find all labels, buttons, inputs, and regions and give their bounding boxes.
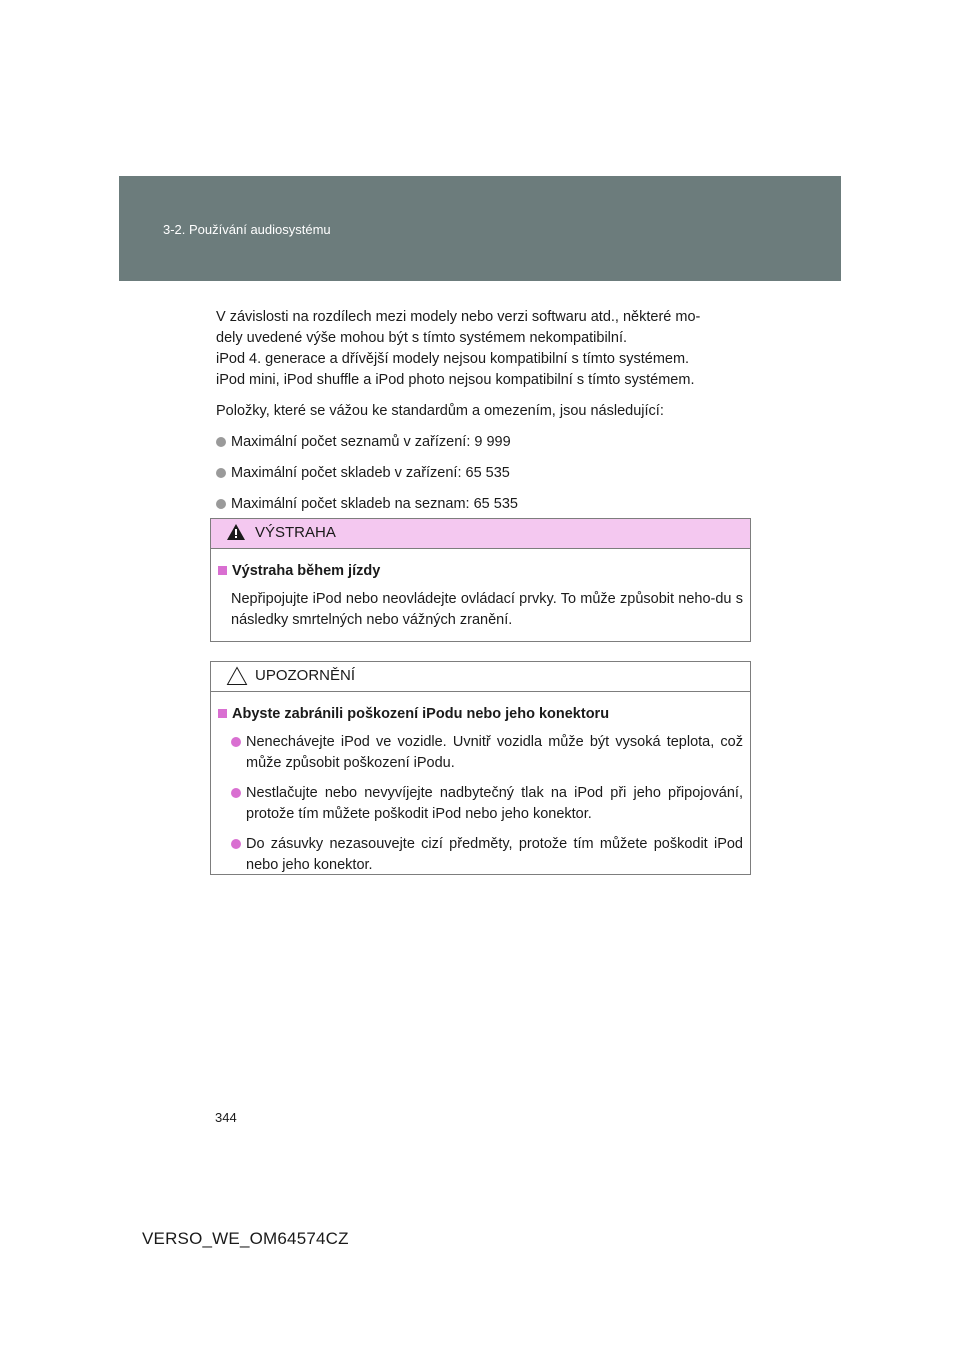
bullet-icon [231, 737, 241, 747]
document-code: VERSO_WE_OM64574CZ [142, 1229, 349, 1248]
section-header [119, 176, 841, 281]
caution-heading: Abyste zabránili poškození iPodu nebo jeho konektoru [232, 706, 610, 722]
list-item [218, 834, 743, 876]
intro-line: dely uvedené výše mohou být s tímto systémem nekompatibilní. [216, 330, 628, 346]
bullet-icon [231, 839, 241, 849]
list-item [218, 732, 743, 774]
list-item [216, 432, 746, 453]
intro-paragraph: Položky, které se vážou ke standardům a omezením, jsou následující: [216, 403, 664, 419]
warning-box [210, 518, 751, 642]
caution-triangle-icon [226, 666, 248, 686]
caution-title: UPOZORNĚNÍ [255, 667, 356, 684]
bullet-icon [216, 499, 226, 509]
section-title: 3-2. Používání audiosystému [163, 222, 331, 237]
intro-line: V závislosti na rozdílech mezi modely nebo verzi softwaru atd., některé mo- [216, 309, 701, 325]
list-item-text: Nenechávejte iPod ve vozidle. Uvnitř vozidla může být vysoká teplota, což může způsobit poškození iPodu. [246, 734, 743, 771]
warning-header [211, 519, 750, 549]
list-item [216, 463, 746, 484]
bullet-icon [231, 788, 241, 798]
list-item-text: Do zásuvky nezasouvejte cizí předměty, protože tím můžete poškodit iPod nebo jeho konektor. [246, 836, 743, 873]
list-item-text: Maximální počet skladeb v zařízení: 65 535 [231, 465, 510, 481]
square-bullet-icon [218, 566, 227, 575]
list-item-text: Maximální počet seznamů v zařízení: 9 999 [231, 434, 511, 450]
caution-box [210, 661, 751, 875]
bullet-icon [216, 437, 226, 447]
warning-text: Nepřipojujte iPod nebo neovládejte ovládací prvky. To může způsobit neho-du s následky smrtelných nebo vážných zranění. [231, 591, 743, 628]
list-item-text: Nestlačujte nebo nevyvíjejte nadbytečný tlak na iPod při jeho připojování, protože tím můžete poškodit iPod nebo jeho konektor. [246, 785, 743, 822]
intro-line: iPod mini, iPod shuffle a iPod photo nejsou kompatibilní s tímto systémem. [216, 372, 695, 388]
list-item [218, 783, 743, 825]
warning-heading: Výstraha během jízdy [232, 563, 381, 579]
list-item [216, 494, 746, 515]
caution-header [211, 662, 750, 692]
square-bullet-icon [218, 709, 227, 718]
warning-title: VÝSTRAHA [255, 524, 336, 541]
intro-content [216, 307, 746, 525]
page-number: 344 [215, 1110, 237, 1125]
bullet-icon [216, 468, 226, 478]
list-item-text: Maximální počet skladeb na seznam: 65 535 [231, 496, 518, 512]
warning-triangle-icon [226, 523, 246, 541]
intro-line: iPod 4. generace a dřívější modely nejsou kompatibilní s tímto systémem. [216, 351, 690, 367]
